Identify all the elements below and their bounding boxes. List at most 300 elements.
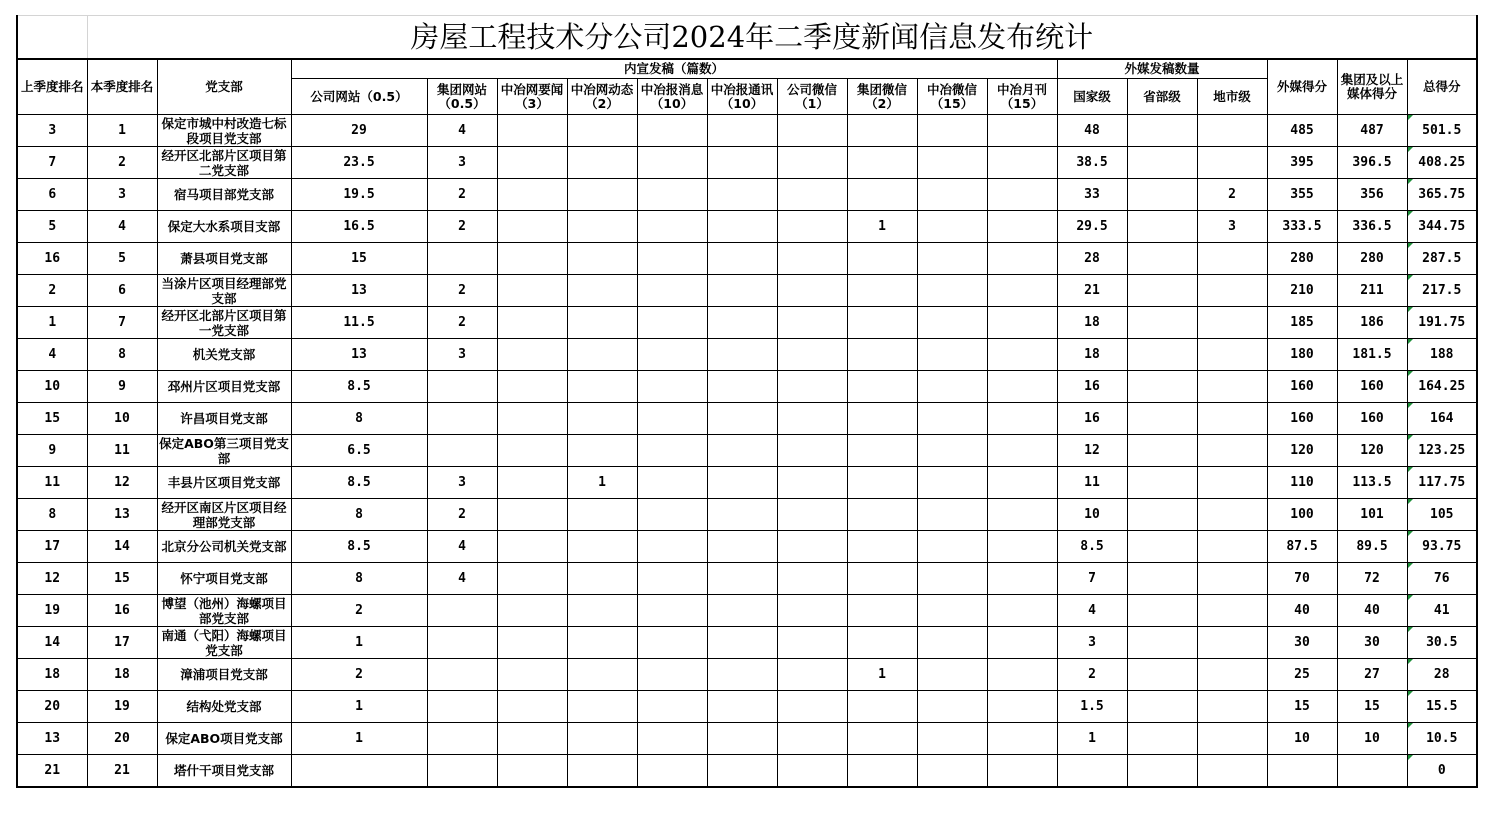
cell-curr: 21 bbox=[87, 755, 157, 788]
cell-c4 bbox=[567, 179, 637, 211]
cell-c2 bbox=[427, 403, 497, 435]
cell-prev: 8 bbox=[17, 499, 87, 531]
table-row bbox=[17, 723, 1477, 755]
table-row bbox=[17, 595, 1477, 627]
header-external-score: 外媒得分 bbox=[1267, 59, 1337, 115]
cell-prov bbox=[1127, 371, 1197, 403]
cell-c9 bbox=[917, 371, 987, 403]
cell-c1: 13 bbox=[291, 339, 427, 371]
cell-prev: 1 bbox=[17, 307, 87, 339]
cell-grp: 101 bbox=[1337, 499, 1407, 531]
cell-c6 bbox=[707, 531, 777, 563]
header-prev-rank: 上季度排名 bbox=[17, 59, 87, 115]
cell-c3 bbox=[497, 339, 567, 371]
cell-indicator-icon bbox=[1408, 659, 1413, 664]
cell-nat: 7 bbox=[1057, 563, 1127, 595]
cell-c10 bbox=[987, 403, 1057, 435]
cell-curr: 10 bbox=[87, 403, 157, 435]
cell-prov bbox=[1127, 563, 1197, 595]
cell-nat: 18 bbox=[1057, 339, 1127, 371]
table-row bbox=[17, 627, 1477, 659]
table-row bbox=[17, 691, 1477, 723]
cell-name: 当涂片区项目经理部党支部 bbox=[157, 275, 291, 307]
header-provincial: 省部级 bbox=[1127, 79, 1197, 115]
cell-c5 bbox=[637, 563, 707, 595]
cell-indicator-icon bbox=[1408, 403, 1413, 408]
cell-c8 bbox=[847, 147, 917, 179]
cell-name: 机关党支部 bbox=[157, 339, 291, 371]
cell-c3 bbox=[497, 371, 567, 403]
cell-prev: 15 bbox=[17, 403, 87, 435]
cell-name: 保定ABO第三项目党支部 bbox=[157, 435, 291, 467]
cell-grp: 336.5 bbox=[1337, 211, 1407, 243]
title-blank-cell bbox=[17, 16, 87, 60]
cell-c7 bbox=[777, 371, 847, 403]
cell-ext: 110 bbox=[1267, 467, 1337, 499]
cell-c10 bbox=[987, 595, 1057, 627]
cell-c9 bbox=[917, 755, 987, 788]
cell-ext: 87.5 bbox=[1267, 531, 1337, 563]
cell-c8 bbox=[847, 627, 917, 659]
cell-c6 bbox=[707, 403, 777, 435]
cell-c3 bbox=[497, 147, 567, 179]
cell-c4 bbox=[567, 371, 637, 403]
cell-name: 塔什干项目党支部 bbox=[157, 755, 291, 788]
cell-c7 bbox=[777, 755, 847, 788]
cell-c3 bbox=[497, 211, 567, 243]
cell-c6 bbox=[707, 307, 777, 339]
cell-c8 bbox=[847, 115, 917, 147]
cell-c1: 2 bbox=[291, 659, 427, 691]
cell-c2: 2 bbox=[427, 211, 497, 243]
cell-ext: 210 bbox=[1267, 275, 1337, 307]
table-row bbox=[17, 339, 1477, 371]
cell-ext: 120 bbox=[1267, 435, 1337, 467]
cell-c5 bbox=[637, 339, 707, 371]
cell-curr: 17 bbox=[87, 627, 157, 659]
cell-prev: 19 bbox=[17, 595, 87, 627]
cell-c5 bbox=[637, 275, 707, 307]
cell-c8 bbox=[847, 403, 917, 435]
cell-c2: 3 bbox=[427, 339, 497, 371]
cell-c6 bbox=[707, 435, 777, 467]
cell-c1: 29 bbox=[291, 115, 427, 147]
cell-c3 bbox=[497, 563, 567, 595]
cell-c1: 1 bbox=[291, 723, 427, 755]
cell-city bbox=[1197, 499, 1267, 531]
cell-c5 bbox=[637, 211, 707, 243]
header-external-group: 外媒发稿数量 bbox=[1057, 59, 1267, 79]
cell-c1: 8 bbox=[291, 403, 427, 435]
cell-prov bbox=[1127, 243, 1197, 275]
cell-prov bbox=[1127, 595, 1197, 627]
cell-c7 bbox=[777, 467, 847, 499]
cell-grp: 15 bbox=[1337, 691, 1407, 723]
cell-c5 bbox=[637, 627, 707, 659]
cell-c5 bbox=[637, 147, 707, 179]
cell-curr: 11 bbox=[87, 435, 157, 467]
cell-indicator-icon bbox=[1408, 595, 1413, 600]
cell-c3 bbox=[497, 531, 567, 563]
cell-c2 bbox=[427, 755, 497, 788]
cell-curr: 1 bbox=[87, 115, 157, 147]
cell-c10 bbox=[987, 371, 1057, 403]
cell-c7 bbox=[777, 211, 847, 243]
cell-nat: 1.5 bbox=[1057, 691, 1127, 723]
cell-curr: 16 bbox=[87, 595, 157, 627]
table-row bbox=[17, 147, 1477, 179]
cell-c3 bbox=[497, 467, 567, 499]
cell-city bbox=[1197, 531, 1267, 563]
cell-c2: 2 bbox=[427, 275, 497, 307]
cell-ext: 395 bbox=[1267, 147, 1337, 179]
header-company-wechat: 公司微信（1） bbox=[777, 79, 847, 115]
cell-c1: 19.5 bbox=[291, 179, 427, 211]
cell-prev: 10 bbox=[17, 371, 87, 403]
table-row bbox=[17, 435, 1477, 467]
cell-c7 bbox=[777, 179, 847, 211]
cell-c4 bbox=[567, 339, 637, 371]
cell-c9 bbox=[917, 723, 987, 755]
cell-c5 bbox=[637, 435, 707, 467]
cell-c2: 2 bbox=[427, 499, 497, 531]
header-city: 地市级 bbox=[1197, 79, 1267, 115]
header-mcc-web-dynamic: 中冶网动态（2） bbox=[567, 79, 637, 115]
cell-indicator-icon bbox=[1408, 755, 1413, 760]
cell-name: 保定大水系项目支部 bbox=[157, 211, 291, 243]
cell-ext: 160 bbox=[1267, 371, 1337, 403]
cell-nat: 1 bbox=[1057, 723, 1127, 755]
cell-c10 bbox=[987, 435, 1057, 467]
cell-c10 bbox=[987, 627, 1057, 659]
cell-c7 bbox=[777, 595, 847, 627]
cell-indicator-icon bbox=[1408, 627, 1413, 632]
cell-c4 bbox=[567, 691, 637, 723]
cell-c4 bbox=[567, 243, 637, 275]
cell-c2: 3 bbox=[427, 467, 497, 499]
cell-total: 105 bbox=[1407, 499, 1477, 531]
cell-total: 10.5 bbox=[1407, 723, 1477, 755]
cell-c2: 4 bbox=[427, 563, 497, 595]
cell-c6 bbox=[707, 595, 777, 627]
cell-c9 bbox=[917, 115, 987, 147]
cell-c2 bbox=[427, 723, 497, 755]
cell-c10 bbox=[987, 339, 1057, 371]
cell-name: 经开区北部片区项目第二党支部 bbox=[157, 147, 291, 179]
cell-indicator-icon bbox=[1408, 563, 1413, 568]
cell-c1: 1 bbox=[291, 691, 427, 723]
cell-c3 bbox=[497, 595, 567, 627]
cell-c3 bbox=[497, 243, 567, 275]
cell-c7 bbox=[777, 243, 847, 275]
cell-c8 bbox=[847, 723, 917, 755]
cell-name: 结构处党支部 bbox=[157, 691, 291, 723]
cell-prov bbox=[1127, 275, 1197, 307]
cell-indicator-icon bbox=[1408, 691, 1413, 696]
cell-c3 bbox=[497, 307, 567, 339]
cell-c9 bbox=[917, 403, 987, 435]
cell-ext: 180 bbox=[1267, 339, 1337, 371]
cell-c4 bbox=[567, 531, 637, 563]
cell-c3 bbox=[497, 275, 567, 307]
cell-name: 保定ABO项目党支部 bbox=[157, 723, 291, 755]
cell-name: 经开区南区片区项目经理部党支部 bbox=[157, 499, 291, 531]
cell-ext: 185 bbox=[1267, 307, 1337, 339]
header-group-wechat: 集团微信（2） bbox=[847, 79, 917, 115]
cell-prov bbox=[1127, 339, 1197, 371]
cell-curr: 3 bbox=[87, 179, 157, 211]
cell-prov bbox=[1127, 531, 1197, 563]
cell-c9 bbox=[917, 563, 987, 595]
cell-c6 bbox=[707, 371, 777, 403]
cell-c4 bbox=[567, 723, 637, 755]
cell-c1: 6.5 bbox=[291, 435, 427, 467]
cell-total: 76 bbox=[1407, 563, 1477, 595]
cell-c5 bbox=[637, 307, 707, 339]
cell-nat: 2 bbox=[1057, 659, 1127, 691]
cell-prov bbox=[1127, 467, 1197, 499]
cell-grp: 396.5 bbox=[1337, 147, 1407, 179]
cell-c1: 8 bbox=[291, 499, 427, 531]
cell-c10 bbox=[987, 659, 1057, 691]
cell-prev: 5 bbox=[17, 211, 87, 243]
cell-ext: 280 bbox=[1267, 243, 1337, 275]
cell-curr: 14 bbox=[87, 531, 157, 563]
cell-c10 bbox=[987, 115, 1057, 147]
cell-ext: 15 bbox=[1267, 691, 1337, 723]
cell-indicator-icon bbox=[1408, 147, 1413, 152]
cell-ext bbox=[1267, 755, 1337, 788]
cell-grp: 10 bbox=[1337, 723, 1407, 755]
cell-c8 bbox=[847, 371, 917, 403]
cell-c8 bbox=[847, 691, 917, 723]
cell-c10 bbox=[987, 275, 1057, 307]
cell-prev: 12 bbox=[17, 563, 87, 595]
cell-c8: 1 bbox=[847, 211, 917, 243]
cell-city bbox=[1197, 691, 1267, 723]
cell-curr: 20 bbox=[87, 723, 157, 755]
cell-c1: 23.5 bbox=[291, 147, 427, 179]
cell-c8 bbox=[847, 563, 917, 595]
cell-total: 41 bbox=[1407, 595, 1477, 627]
cell-city bbox=[1197, 147, 1267, 179]
cell-c6 bbox=[707, 339, 777, 371]
cell-indicator-icon bbox=[1408, 371, 1413, 376]
cell-nat: 10 bbox=[1057, 499, 1127, 531]
cell-grp: 120 bbox=[1337, 435, 1407, 467]
cell-curr: 5 bbox=[87, 243, 157, 275]
header-mcc-paper-report: 中冶报通讯（10） bbox=[707, 79, 777, 115]
cell-grp: 89.5 bbox=[1337, 531, 1407, 563]
table-row bbox=[17, 179, 1477, 211]
cell-name: 怀宁项目党支部 bbox=[157, 563, 291, 595]
cell-c9 bbox=[917, 243, 987, 275]
cell-c3 bbox=[497, 691, 567, 723]
table-row bbox=[17, 211, 1477, 243]
cell-ext: 40 bbox=[1267, 595, 1337, 627]
cell-c10 bbox=[987, 755, 1057, 788]
cell-c1: 13 bbox=[291, 275, 427, 307]
cell-city bbox=[1197, 371, 1267, 403]
cell-c7 bbox=[777, 627, 847, 659]
cell-c4 bbox=[567, 307, 637, 339]
cell-c8 bbox=[847, 467, 917, 499]
cell-prov bbox=[1127, 115, 1197, 147]
cell-ext: 333.5 bbox=[1267, 211, 1337, 243]
cell-c6 bbox=[707, 275, 777, 307]
cell-nat: 48 bbox=[1057, 115, 1127, 147]
cell-prev: 14 bbox=[17, 627, 87, 659]
cell-c5 bbox=[637, 659, 707, 691]
cell-c5 bbox=[637, 467, 707, 499]
cell-city bbox=[1197, 403, 1267, 435]
cell-c7 bbox=[777, 307, 847, 339]
cell-c9 bbox=[917, 531, 987, 563]
cell-c1: 8 bbox=[291, 563, 427, 595]
cell-total: 28 bbox=[1407, 659, 1477, 691]
cell-grp: 181.5 bbox=[1337, 339, 1407, 371]
table-row bbox=[17, 659, 1477, 691]
cell-prov bbox=[1127, 403, 1197, 435]
cell-c5 bbox=[637, 371, 707, 403]
cell-indicator-icon bbox=[1408, 467, 1413, 472]
cell-city bbox=[1197, 755, 1267, 788]
cell-prov bbox=[1127, 659, 1197, 691]
cell-name: 经开区北部片区项目第一党支部 bbox=[157, 307, 291, 339]
cell-prov bbox=[1127, 499, 1197, 531]
cell-ext: 70 bbox=[1267, 563, 1337, 595]
cell-c10 bbox=[987, 147, 1057, 179]
cell-grp bbox=[1337, 755, 1407, 788]
cell-c3 bbox=[497, 499, 567, 531]
cell-c2: 4 bbox=[427, 531, 497, 563]
cell-c9 bbox=[917, 595, 987, 627]
cell-c1: 2 bbox=[291, 595, 427, 627]
cell-nat: 8.5 bbox=[1057, 531, 1127, 563]
cell-nat: 12 bbox=[1057, 435, 1127, 467]
cell-c9 bbox=[917, 435, 987, 467]
header-group-site: 集团网站（0.5） bbox=[427, 79, 497, 115]
cell-c7 bbox=[777, 403, 847, 435]
cell-c1 bbox=[291, 755, 427, 788]
cell-c3 bbox=[497, 659, 567, 691]
cell-indicator-icon bbox=[1408, 723, 1413, 728]
cell-city bbox=[1197, 659, 1267, 691]
cell-grp: 113.5 bbox=[1337, 467, 1407, 499]
cell-c8 bbox=[847, 307, 917, 339]
cell-c9 bbox=[917, 499, 987, 531]
cell-c5 bbox=[637, 243, 707, 275]
cell-c4 bbox=[567, 755, 637, 788]
cell-city bbox=[1197, 563, 1267, 595]
cell-prov bbox=[1127, 179, 1197, 211]
cell-indicator-icon bbox=[1408, 499, 1413, 504]
cell-c5 bbox=[637, 723, 707, 755]
cell-c6 bbox=[707, 691, 777, 723]
cell-c2: 4 bbox=[427, 115, 497, 147]
cell-name: 许昌项目党支部 bbox=[157, 403, 291, 435]
cell-c10 bbox=[987, 211, 1057, 243]
statistics-table bbox=[16, 15, 1478, 788]
table-row bbox=[17, 531, 1477, 563]
cell-c10 bbox=[987, 243, 1057, 275]
cell-total: 188 bbox=[1407, 339, 1477, 371]
cell-indicator-icon bbox=[1408, 243, 1413, 248]
cell-c7 bbox=[777, 659, 847, 691]
cell-ext: 25 bbox=[1267, 659, 1337, 691]
cell-curr: 18 bbox=[87, 659, 157, 691]
cell-c10 bbox=[987, 723, 1057, 755]
cell-name: 漳浦项目党支部 bbox=[157, 659, 291, 691]
cell-total: 0 bbox=[1407, 755, 1477, 788]
cell-prov bbox=[1127, 723, 1197, 755]
cell-curr: 2 bbox=[87, 147, 157, 179]
cell-c9 bbox=[917, 147, 987, 179]
cell-c4: 1 bbox=[567, 467, 637, 499]
cell-prev: 2 bbox=[17, 275, 87, 307]
cell-total: 15.5 bbox=[1407, 691, 1477, 723]
cell-city bbox=[1197, 435, 1267, 467]
cell-prev: 18 bbox=[17, 659, 87, 691]
table-row bbox=[17, 307, 1477, 339]
cell-c10 bbox=[987, 307, 1057, 339]
cell-c2 bbox=[427, 627, 497, 659]
cell-indicator-icon bbox=[1408, 307, 1413, 312]
cell-ext: 10 bbox=[1267, 723, 1337, 755]
cell-c1: 8.5 bbox=[291, 467, 427, 499]
cell-curr: 13 bbox=[87, 499, 157, 531]
cell-name: 宿马项目部党支部 bbox=[157, 179, 291, 211]
cell-curr: 8 bbox=[87, 339, 157, 371]
cell-c4 bbox=[567, 211, 637, 243]
cell-c7 bbox=[777, 435, 847, 467]
cell-grp: 27 bbox=[1337, 659, 1407, 691]
cell-name: 博望（池州）海螺项目部党支部 bbox=[157, 595, 291, 627]
cell-c2 bbox=[427, 595, 497, 627]
cell-indicator-icon bbox=[1408, 179, 1413, 184]
cell-ext: 30 bbox=[1267, 627, 1337, 659]
cell-c10 bbox=[987, 467, 1057, 499]
cell-c3 bbox=[497, 435, 567, 467]
cell-c4 bbox=[567, 595, 637, 627]
cell-city bbox=[1197, 275, 1267, 307]
cell-curr: 9 bbox=[87, 371, 157, 403]
cell-c2: 3 bbox=[427, 147, 497, 179]
cell-c4 bbox=[567, 659, 637, 691]
cell-grp: 72 bbox=[1337, 563, 1407, 595]
header-total-score: 总得分 bbox=[1407, 59, 1477, 115]
cell-total: 287.5 bbox=[1407, 243, 1477, 275]
cell-total: 501.5 bbox=[1407, 115, 1477, 147]
cell-c7 bbox=[777, 147, 847, 179]
cell-prov bbox=[1127, 691, 1197, 723]
cell-c8: 1 bbox=[847, 659, 917, 691]
cell-c2: 2 bbox=[427, 179, 497, 211]
cell-c3 bbox=[497, 627, 567, 659]
cell-nat: 21 bbox=[1057, 275, 1127, 307]
cell-curr: 12 bbox=[87, 467, 157, 499]
cell-nat: 16 bbox=[1057, 403, 1127, 435]
header-group-score: 集团及以上媒体得分 bbox=[1337, 59, 1407, 115]
cell-indicator-icon bbox=[1408, 435, 1413, 440]
cell-prov bbox=[1127, 755, 1197, 788]
cell-c7 bbox=[777, 115, 847, 147]
cell-c1: 8.5 bbox=[291, 371, 427, 403]
cell-curr: 7 bbox=[87, 307, 157, 339]
cell-c4 bbox=[567, 115, 637, 147]
cell-c8 bbox=[847, 339, 917, 371]
cell-grp: 487 bbox=[1337, 115, 1407, 147]
